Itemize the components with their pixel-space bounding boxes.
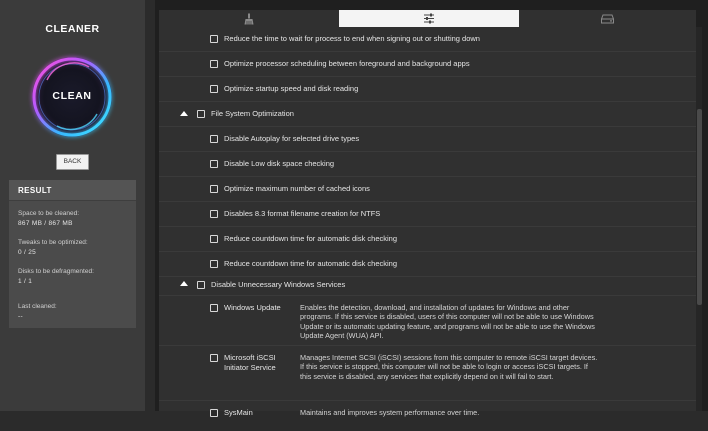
item-label: Optimize startup speed and disk reading (224, 84, 359, 93)
group-title: Disable Unnecessary Windows Services (211, 280, 346, 289)
list-item (159, 27, 696, 52)
item-label: Reduce the time to wait for process to end when signing out or shutting down (224, 34, 480, 43)
group-checkbox[interactable] (197, 281, 205, 289)
checkbox[interactable] (210, 35, 218, 43)
item-label: Disable Autoplay for selected drive types (224, 134, 360, 143)
group-header-file-system (159, 102, 696, 127)
service-row (159, 401, 696, 431)
checkbox[interactable] (210, 210, 218, 218)
service-row (159, 346, 696, 401)
service-description: Maintains and improves system performance over time. (300, 408, 480, 417)
item-label: Reduce countdown time for automatic disk checking (224, 234, 398, 243)
disks-value: 1 / 1 (18, 278, 33, 285)
broom-icon (243, 13, 255, 25)
checkbox[interactable] (210, 260, 218, 268)
item-label: Optimize maximum number of cached icons (224, 184, 370, 193)
space-label: Space to be cleaned: (18, 210, 80, 217)
tab-cleaner[interactable] (159, 10, 339, 27)
service-description: Enables the detection, download, and installation of updates for Windows and other programs. If this service is disabled, users of this computer will not be able to use Windows Update or its automatic updating feature, and programs will not be able to use the Windows Update Agent (WUA) API. (300, 303, 595, 341)
scrollbar-thumb[interactable] (697, 109, 702, 305)
item-label: Optimize processor scheduling between foreground and background apps (224, 59, 470, 68)
checkbox[interactable] (210, 160, 218, 168)
sliders-icon (423, 13, 435, 24)
item-label: Disables 8.3 format filename creation for NTFS (224, 209, 381, 218)
list-item (159, 177, 696, 202)
result-heading: RESULT (9, 180, 136, 201)
tab-defrag[interactable] (519, 10, 696, 27)
service-name: Windows Update (224, 303, 281, 312)
app-title: CLEANER (45, 23, 100, 35)
group-title: File System Optimization (211, 109, 294, 118)
list-item (159, 152, 696, 177)
list-item (159, 202, 696, 227)
back-button[interactable]: BACK (56, 154, 89, 170)
checkbox[interactable] (210, 354, 218, 362)
scrollbar[interactable] (696, 27, 702, 411)
item-label: Reduce countdown time for automatic disk checking (224, 259, 398, 268)
panel-divider (145, 0, 155, 411)
space-value: 867 MB / 867 MB (18, 220, 73, 227)
tab-optimize[interactable] (339, 10, 519, 27)
list-item (159, 227, 696, 252)
checkbox[interactable] (210, 409, 218, 417)
checkbox[interactable] (210, 135, 218, 143)
checkbox[interactable] (210, 235, 218, 243)
sidebar (0, 0, 145, 411)
tab-bar (159, 10, 696, 27)
service-name: Microsoft iSCSI Initiator Service (224, 353, 276, 372)
clean-button-label[interactable]: CLEAN (52, 90, 92, 102)
collapse-caret-icon[interactable] (180, 111, 188, 116)
disks-label: Disks to be defragmented: (18, 268, 94, 275)
result-panel (9, 180, 136, 328)
last-cleaned-label: Last cleaned: (18, 303, 57, 310)
optimization-list (159, 27, 696, 417)
checkbox[interactable] (210, 60, 218, 68)
list-item (159, 252, 696, 277)
service-row (159, 296, 696, 346)
collapse-caret-icon[interactable] (180, 281, 188, 286)
main-panel (155, 0, 708, 417)
list-item (159, 127, 696, 152)
list-item (159, 77, 696, 102)
drive-icon (601, 14, 614, 24)
checkbox[interactable] (210, 85, 218, 93)
item-label: Disable Low disk space checking (224, 159, 335, 168)
group-header-services (159, 277, 696, 296)
list-item (159, 52, 696, 77)
service-name: SysMain (224, 408, 253, 417)
tweaks-value: 0 / 25 (18, 249, 37, 256)
checkbox[interactable] (210, 304, 218, 312)
service-description: Manages Internet SCSI (iSCSI) sessions from this computer to remote iSCSI target devices. If this service is stopped, this computer will not be able to login or access iSCSI targets. If this service is disabled, any services that explicitly depend on it will fail to start. (300, 353, 598, 381)
checkbox[interactable] (210, 185, 218, 193)
last-cleaned-value: -- (18, 313, 23, 320)
group-checkbox[interactable] (197, 110, 205, 118)
tweaks-label: Tweaks to be optimized: (18, 239, 88, 246)
